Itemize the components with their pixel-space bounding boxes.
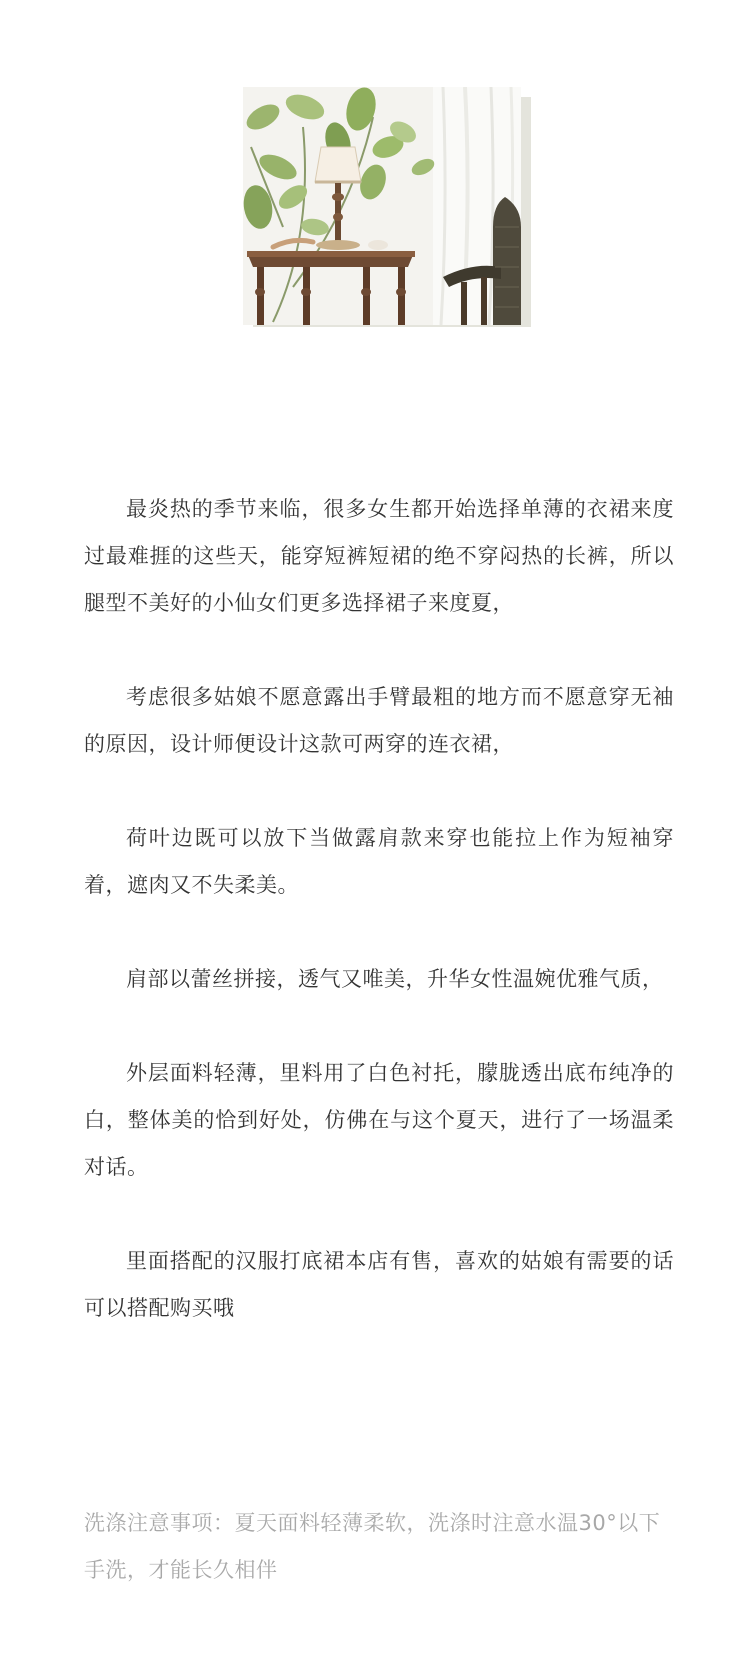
paragraph-fabric: 外层面料轻薄，里料用了白色衬托，朦胧透出底布纯净的白，整体美的恰到好处，仿佛在与这个夏天，进行了一场温柔对话。 [84, 1061, 674, 1179]
paragraph-lace-shoulder: 肩部以蕾丝拼接，透气又唯美，升华女性温婉优雅气质， [126, 967, 664, 991]
paragraph-sleeve-design: 考虑很多姑娘不愿意露出手臂最粗的地方而不愿意穿无袖的原因，设计师便设计这款可两穿的连衣裙， [84, 685, 674, 756]
still-life-photo-icon [243, 87, 521, 325]
care-instructions: 洗涤注意事项：夏天面料轻薄柔软，洗涤时注意水温30°以下手洗，才能长久相伴 [84, 1511, 661, 1582]
hero-image [243, 87, 531, 327]
paragraph-underskirt: 里面搭配的汉服打底裙本店有售，喜欢的姑娘有需要的话可以搭配购买哦 [84, 1249, 674, 1320]
paragraph-ruffle: 荷叶边既可以放下当做露肩款来穿也能拉上作为短袖穿着，遮肉又不失柔美。 [84, 826, 674, 897]
article-body [84, 486, 674, 1379]
paragraph-intro: 最炎热的季节来临，很多女生都开始选择单薄的衣裙来度过最难捱的这些天，能穿短裤短裙的绝不穿闷热的长裤，所以腿型不美好的小仙女们更多选择裙子来度夏， [84, 497, 674, 615]
